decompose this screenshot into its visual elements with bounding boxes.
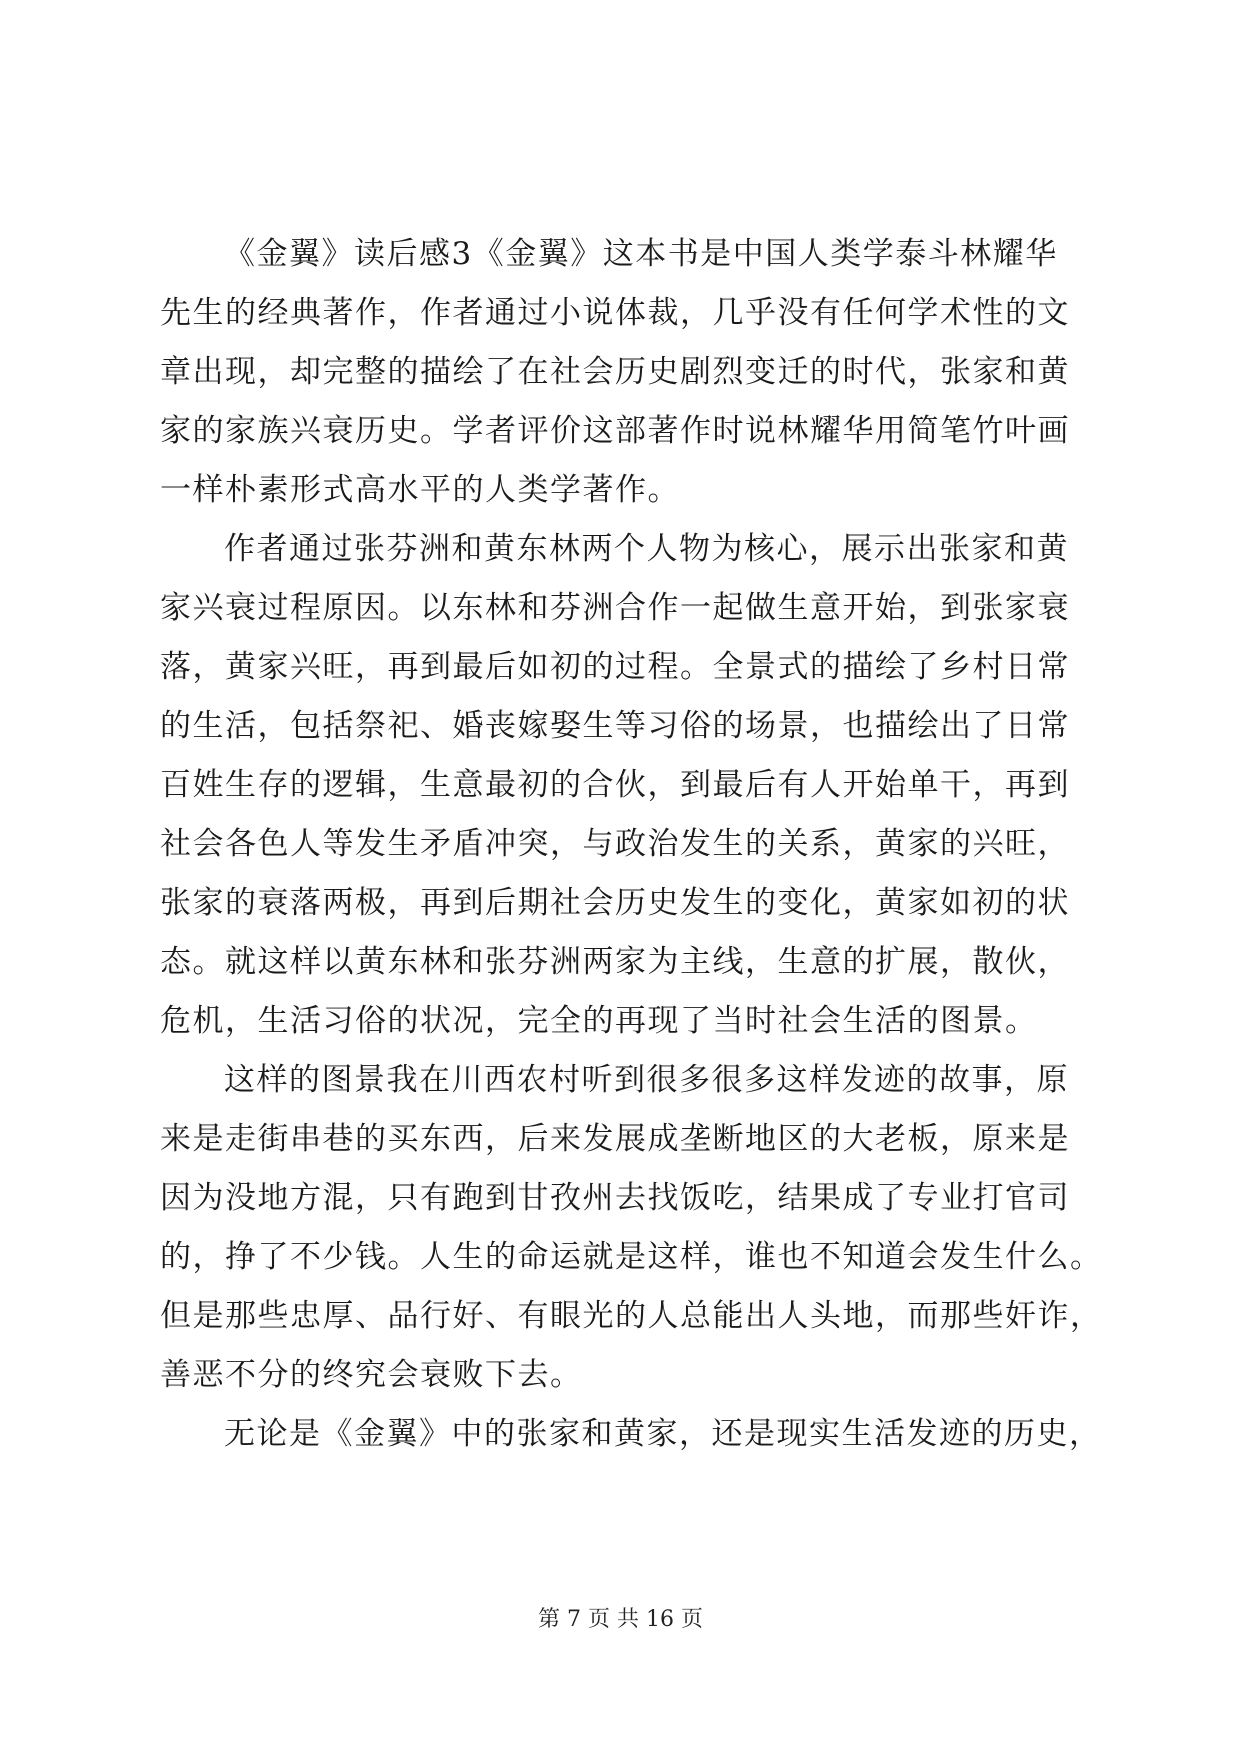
text-line: 一样朴素形式高水平的人类学著作。 [160,472,680,508]
text-line: 张家的衰落两极，再到后期社会历史发生的变化，黄家如初的状 [160,885,1070,921]
text-line: 因为没地方混，只有跑到甘孜州去找饭吃，结果成了专业打官司 [160,1180,1070,1216]
text-line: 《金翼》读后感3《金翼》这本书是中国人类学泰斗林耀华 [224,236,1058,272]
text-line: 危机，生活习俗的状况，完全的再现了当时社会生活的图景。 [160,1003,1038,1039]
text-line: 章出现，却完整的描绘了在社会历史剧烈变迁的时代，张家和黄 [160,354,1070,390]
text-line: 态。就这样以黄东林和张芬洲两家为主线，生意的扩展，散伙， [160,944,1070,980]
text-line: 但是那些忠厚、品行好、有眼光的人总能出人头地，而那些奸诈， [160,1298,1103,1334]
text-line: 先生的经典著作，作者通过小说体裁，几乎没有任何学术性的文 [160,295,1070,331]
text-line: 善恶不分的终究会衰败下去。 [160,1357,583,1393]
text-line: 落，黄家兴旺，再到最后如初的过程。全景式的描绘了乡村日常 [160,649,1070,685]
text-line: 的，挣了不少钱。人生的命运就是这样，谁也不知道会发生什么。 [160,1239,1103,1275]
text-line: 百姓生存的逻辑，生意最初的合伙，到最后有人开始单干，再到 [160,767,1070,803]
text-line: 这样的图景我在川西农村听到很多很多这样发迹的故事，原 [224,1062,1069,1098]
text-line: 家的家族兴衰历史。学者评价这部著作时说林耀华用简笔竹叶画 [160,413,1070,449]
page-number-footer: 第 7 页 共 16 页 [538,1607,703,1632]
document-body [160,225,1103,1464]
text-line: 社会各色人等发生矛盾冲突，与政治发生的关系，黄家的兴旺， [160,826,1070,862]
text-line: 的生活，包括祭祀、婚丧嫁娶生等习俗的场景，也描绘出了日常 [160,708,1070,744]
text-line: 家兴衰过程原因。以东林和芬洲合作一起做生意开始，到张家衰 [160,590,1070,626]
text-line: 来是走街串巷的买东西，后来发展成垄断地区的大老板，原来是 [160,1121,1070,1157]
text-line: 作者通过张芬洲和黄东林两个人物为核心，展示出张家和黄 [224,531,1069,567]
text-line: 无论是《金翼》中的张家和黄家，还是现实生活发迹的历史， [224,1416,1102,1452]
